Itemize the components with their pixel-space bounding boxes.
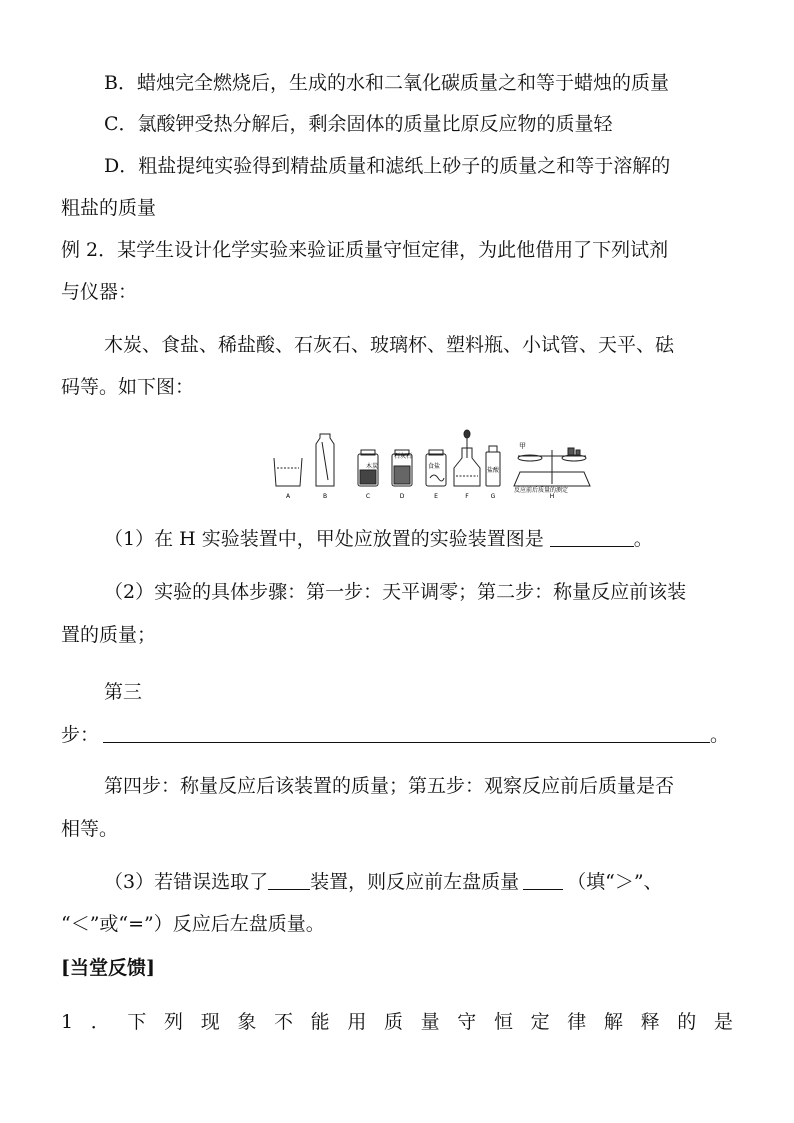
fb-char: 现 [200,1011,220,1033]
fig-label-e: E [434,493,438,500]
q2-line2: 置的质量； [61,624,157,646]
question-3 [104,870,663,894]
fb-char: 守 [457,1011,477,1033]
materials-line1: 木炭、食盐、稀盐酸、石灰石、玻璃杯、塑料瓶、小试管、天平、砝 [104,334,675,356]
fig-label-c: C [365,493,371,500]
fig-label-d: D [399,493,405,500]
q1-text: （1）在 H 实验装置中，甲处应放置的实验装置图是 [104,528,544,550]
fb-char: 定 [530,1011,550,1033]
fb-char: 恒 [493,1011,513,1033]
option-d-line2: 粗盐的质量 [61,197,157,219]
fb-char: 的 [677,1011,697,1033]
feedback-heading: [当堂反馈] [61,957,155,979]
fb-char: 能 [310,1011,330,1033]
q3-blank-1[interactable] [268,871,310,890]
fb-char: 是 [713,1011,733,1033]
q3-blank-2[interactable] [523,871,563,890]
q2-step4-line2: 相等。 [61,818,119,840]
example2-intro-line1: 例 2．某学生设计化学实验来验证质量守恒定律，为此他借用了下列试剂 [61,239,669,261]
fb-char: 质 [383,1011,403,1033]
option-b: B．蜡烛完全燃烧后，生成的水和二氧化碳质量之和等于蜡烛的质量 [104,72,669,94]
fb-char: 用 [347,1011,367,1033]
option-d-line1: D．粗盐提纯实验得到精盐质量和滤纸上砂子的质量之和等于溶解的 [104,155,671,177]
q3-a: （3）若错误选取了 [104,871,269,893]
fb-char: 象 [237,1011,257,1033]
q3-b: 装置，则反应前左盘质量 [310,871,520,893]
q2-step3-answer-blank[interactable] [103,724,710,743]
fig-label-h: H [549,493,555,500]
fb-char: 解 [603,1011,623,1033]
q2-step3-end: 。 [710,724,730,746]
question-1 [104,527,653,551]
g-label-text: 盐酸 [487,467,500,474]
fig-label-f: F [465,493,469,500]
example2-intro-line2: 与仪器： [61,281,138,303]
fb-char: 量 [420,1011,440,1033]
feedback-item-1 [61,1010,733,1034]
d-label-text: 石灰石 [394,453,413,460]
fig-label-a: A [285,493,291,500]
h-caption-text: 反应前后质量的测定 [514,487,569,494]
c-label-text: 木炭 [366,463,379,470]
q1-answer-blank[interactable] [550,528,634,547]
q2-step4-line1: 第四步：称量反应后该装置的质量；第五步：观察反应前后质量是否 [104,775,675,797]
fb-char: 律 [567,1011,587,1033]
option-c: C．氯酸钾受热分解后，剩余固体的质量比原反应物的质量轻 [104,113,613,135]
fig-label-g: G [490,493,496,500]
q2-line1: （2）实验的具体步骤：第一步：天平调零；第二步：称量反应前该装 [104,581,687,603]
h-top-text: 甲 [519,442,526,450]
fb-char: 不 [274,1011,294,1033]
e-label-text: 食盐 [428,463,441,470]
q3-c: （填“＞”、 [567,871,663,893]
q2-step3-line [61,723,729,747]
apparatus-figure [268,428,608,500]
fb-char: 1 [61,1011,74,1033]
q2-step3-label: 第三 [104,681,143,703]
fb-char: 下 [127,1011,147,1033]
q2-step3b: 步： [61,724,100,746]
fb-char: ． [90,1011,110,1033]
fb-char: 释 [640,1011,660,1033]
fb-char: 列 [164,1011,184,1033]
fig-label-b: B [322,493,328,500]
materials-line2: 码等。如下图： [61,376,195,398]
q3-line2: “＜”或“=”）反应后左盘质量。 [61,913,325,935]
q1-end: 。 [633,528,653,550]
